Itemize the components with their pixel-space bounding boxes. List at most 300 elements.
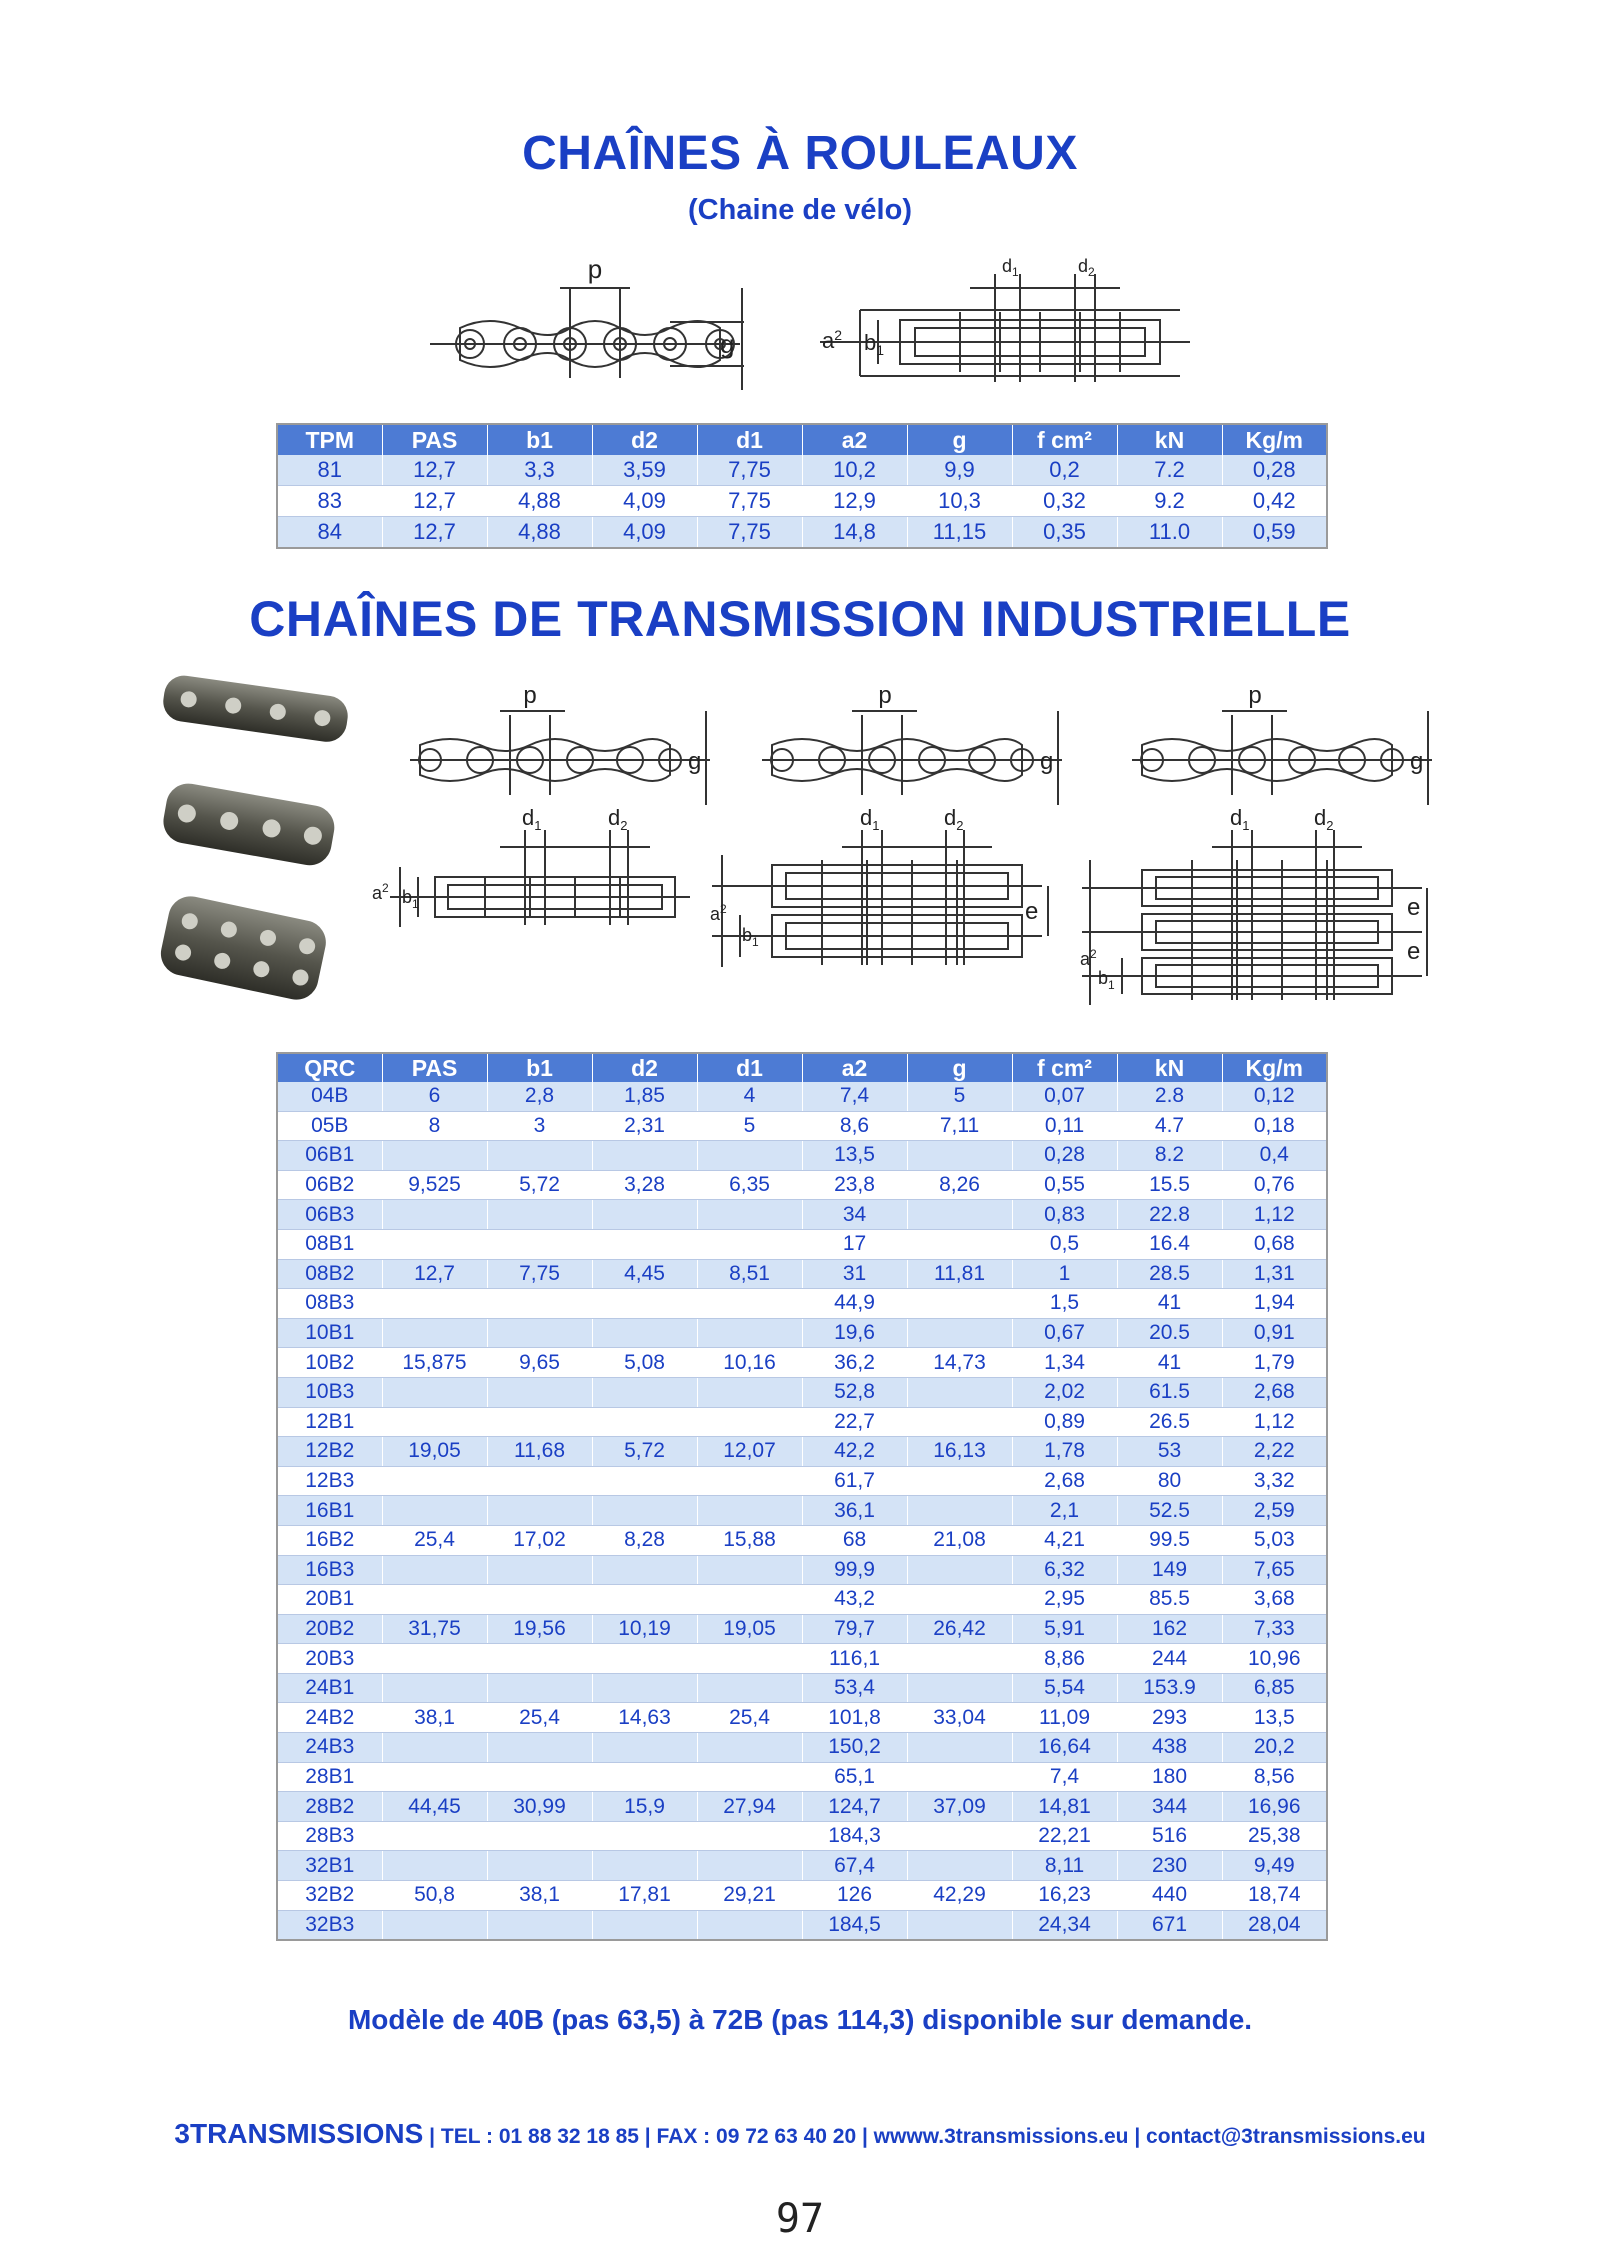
qrc-table-cell: 440	[1117, 1881, 1222, 1911]
tpm-table-cell: 4,09	[592, 486, 697, 517]
qrc-table-row	[277, 1821, 1327, 1851]
qrc-table-cell: 1,94	[1222, 1289, 1327, 1319]
qrc-table-cell	[697, 1407, 802, 1437]
qrc-table-row	[277, 1229, 1327, 1259]
b1-label: $b_1$	[402, 887, 419, 911]
qrc-table-cell: 13,5	[802, 1141, 907, 1171]
duplex-chain-diagram	[712, 675, 1072, 975]
qrc-table-cell: 28B1	[277, 1762, 382, 1792]
qrc-table-cell: 05B	[277, 1111, 382, 1141]
qrc-table-cell: 06B3	[277, 1200, 382, 1230]
tpm-header-cell: TPM	[277, 424, 382, 455]
tpm-table-cell: 14,8	[802, 517, 907, 549]
d1-label: $d_1$	[1230, 805, 1250, 833]
qrc-table-cell	[697, 1377, 802, 1407]
a2-label: $a^2$	[1080, 947, 1097, 969]
qrc-table-cell: 0,68	[1222, 1229, 1327, 1259]
e-label: e	[1407, 938, 1421, 965]
roller-chain-spec-table	[276, 423, 1328, 549]
qrc-table-cell: 14,81	[1012, 1792, 1117, 1822]
qrc-table-cell	[697, 1585, 802, 1615]
qrc-table-cell: 41	[1117, 1348, 1222, 1378]
qrc-table-cell: 4,45	[592, 1259, 697, 1289]
qrc-table-cell	[592, 1644, 697, 1674]
qrc-table-cell: 8,86	[1012, 1644, 1117, 1674]
qrc-table-cell: 15,875	[382, 1348, 487, 1378]
tpm-table-cell: 84	[277, 517, 382, 549]
qrc-table-cell: 99,9	[802, 1555, 907, 1585]
qrc-table-cell: 16,64	[1012, 1733, 1117, 1763]
qrc-table-cell: 10B2	[277, 1348, 382, 1378]
qrc-table-cell: 153.9	[1117, 1673, 1222, 1703]
qrc-table-cell: 4	[697, 1082, 802, 1111]
tpm-table-cell: 3,3	[487, 455, 592, 486]
qrc-table-cell: 1	[1012, 1259, 1117, 1289]
height-label: g	[1040, 748, 1054, 775]
tpm-table-cell: 12,7	[382, 517, 487, 549]
tpm-table-cell: 0,35	[1012, 517, 1117, 549]
qrc-table-cell: 10B3	[277, 1377, 382, 1407]
qrc-table-cell	[487, 1910, 592, 1940]
d2-label: $d_2$	[1078, 256, 1095, 279]
qrc-table-row	[277, 1644, 1327, 1674]
qrc-table-cell	[382, 1555, 487, 1585]
qrc-table-cell: 11,09	[1012, 1703, 1117, 1733]
qrc-table-cell: 344	[1117, 1792, 1222, 1822]
qrc-table-cell: 8,51	[697, 1259, 802, 1289]
qrc-table-cell: 18,74	[1222, 1881, 1327, 1911]
tpm-table-cell: 7,75	[697, 486, 802, 517]
qrc-table-row	[277, 1910, 1327, 1940]
qrc-header-cell: QRC	[277, 1053, 382, 1082]
tpm-header-cell: d2	[592, 424, 697, 455]
d1-label: $d_1$	[1002, 256, 1019, 279]
qrc-table-cell: 1,12	[1222, 1407, 1327, 1437]
qrc-table-cell: 27,94	[697, 1792, 802, 1822]
qrc-table-cell: 14,73	[907, 1348, 1012, 1378]
qrc-table-cell: 162	[1117, 1614, 1222, 1644]
qrc-table-cell: 0,67	[1012, 1318, 1117, 1348]
qrc-table-cell: 16B1	[277, 1496, 382, 1526]
qrc-table-cell: 8,11	[1012, 1851, 1117, 1881]
tpm-table-cell: 81	[277, 455, 382, 486]
qrc-table-cell: 22,21	[1012, 1821, 1117, 1851]
qrc-table-cell	[907, 1644, 1012, 1674]
qrc-table-cell: 184,3	[802, 1821, 907, 1851]
qrc-table-cell: 12,7	[382, 1259, 487, 1289]
qrc-table-cell: 8,6	[802, 1111, 907, 1141]
qrc-table-cell	[592, 1555, 697, 1585]
qrc-table-cell: 2,68	[1222, 1377, 1327, 1407]
qrc-table-cell	[907, 1821, 1012, 1851]
qrc-table-cell	[697, 1555, 802, 1585]
tpm-table-cell: 4,09	[592, 517, 697, 549]
section-title-industrial-chains: CHAÎNES DE TRANSMISSION INDUSTRIELLE	[249, 591, 1351, 647]
qrc-table-cell: 20B3	[277, 1644, 382, 1674]
tpm-header-cell: PAS	[382, 424, 487, 455]
qrc-table-cell	[697, 1910, 802, 1940]
d2-label: $d_2$	[1314, 805, 1334, 833]
qrc-table-cell: 36,1	[802, 1496, 907, 1526]
qrc-table-row	[277, 1082, 1327, 1111]
qrc-table-cell	[697, 1496, 802, 1526]
qrc-table-cell	[487, 1496, 592, 1526]
qrc-table-cell	[487, 1762, 592, 1792]
qrc-table-cell: 42,2	[802, 1437, 907, 1467]
qrc-header-cell: b1	[487, 1053, 592, 1082]
qrc-table-cell: 0,5	[1012, 1229, 1117, 1259]
qrc-table-row	[277, 1259, 1327, 1289]
qrc-table-row	[277, 1614, 1327, 1644]
qrc-table-cell	[592, 1318, 697, 1348]
qrc-table-cell	[592, 1673, 697, 1703]
qrc-table-row	[277, 1437, 1327, 1467]
tpm-table-cell: 7,75	[697, 455, 802, 486]
qrc-table-cell	[382, 1377, 487, 1407]
qrc-table-cell: 42,29	[907, 1881, 1012, 1911]
qrc-table-cell: 24B3	[277, 1733, 382, 1763]
tpm-table-cell: 3,59	[592, 455, 697, 486]
qrc-table-cell	[592, 1407, 697, 1437]
qrc-table-cell: 0,76	[1222, 1170, 1327, 1200]
qrc-table-cell: 1,34	[1012, 1348, 1117, 1378]
qrc-table-cell	[697, 1733, 802, 1763]
qrc-table-cell	[382, 1141, 487, 1171]
qrc-table-cell: 0,28	[1012, 1141, 1117, 1171]
qrc-table-cell	[592, 1733, 697, 1763]
qrc-table-row	[277, 1792, 1327, 1822]
qrc-table-cell	[487, 1585, 592, 1615]
tpm-table-cell: 9,9	[907, 455, 1012, 486]
qrc-table-cell: 2,1	[1012, 1496, 1117, 1526]
qrc-table-cell: 7,33	[1222, 1614, 1327, 1644]
qrc-table-cell: 44,45	[382, 1792, 487, 1822]
qrc-table-row	[277, 1585, 1327, 1615]
qrc-table-cell	[382, 1644, 487, 1674]
d1-label: $d_1$	[522, 805, 542, 833]
section-subtitle-bike-chain: (Chaine de vélo)	[688, 194, 912, 226]
qrc-table-cell: 9,49	[1222, 1851, 1327, 1881]
tpm-table-cell: 9.2	[1117, 486, 1222, 517]
qrc-table-cell: 3,68	[1222, 1585, 1327, 1615]
qrc-table-row	[277, 1733, 1327, 1763]
qrc-table-cell	[907, 1289, 1012, 1319]
qrc-table-row	[277, 1881, 1327, 1911]
qrc-table-cell	[697, 1466, 802, 1496]
qrc-table-cell: 1,5	[1012, 1289, 1117, 1319]
qrc-table-cell: 61,7	[802, 1466, 907, 1496]
qrc-table-cell	[382, 1318, 487, 1348]
qrc-table-cell: 10B1	[277, 1318, 382, 1348]
qrc-table-cell: 0,07	[1012, 1082, 1117, 1111]
tpm-table-row	[277, 486, 1327, 517]
qrc-table-cell	[697, 1644, 802, 1674]
qrc-table-cell	[487, 1555, 592, 1585]
qrc-table-cell: 53	[1117, 1437, 1222, 1467]
tpm-table-cell: 4,88	[487, 486, 592, 517]
b1-label: $b_1$	[1098, 968, 1115, 992]
qrc-table-cell: 6,35	[697, 1170, 802, 1200]
qrc-table-cell: 16B3	[277, 1555, 382, 1585]
qrc-table-cell: 22.8	[1117, 1200, 1222, 1230]
qrc-table-cell: 38,1	[382, 1703, 487, 1733]
qrc-table-row	[277, 1377, 1327, 1407]
qrc-table-cell: 9,525	[382, 1170, 487, 1200]
qrc-table-cell: 28B2	[277, 1792, 382, 1822]
qrc-table-cell	[382, 1496, 487, 1526]
qrc-table-cell: 65,1	[802, 1762, 907, 1792]
tpm-table-cell: 12,7	[382, 486, 487, 517]
chain-top-view-diagram	[820, 252, 1200, 392]
qrc-table-row	[277, 1348, 1327, 1378]
qrc-table-cell: 1,78	[1012, 1437, 1117, 1467]
qrc-table-cell: 126	[802, 1881, 907, 1911]
qrc-table-cell: 24B1	[277, 1673, 382, 1703]
qrc-table-cell: 1,12	[1222, 1200, 1327, 1230]
qrc-table-row	[277, 1141, 1327, 1171]
qrc-table-cell: 12B1	[277, 1407, 382, 1437]
page-number: 97	[775, 2196, 825, 2242]
qrc-header-cell: g	[907, 1053, 1012, 1082]
qrc-header-cell: d1	[697, 1053, 802, 1082]
qrc-table-cell: 7,75	[487, 1259, 592, 1289]
qrc-table-cell: 13,5	[1222, 1703, 1327, 1733]
qrc-table-cell: 2,02	[1012, 1377, 1117, 1407]
qrc-table-cell: 0,11	[1012, 1111, 1117, 1141]
qrc-table-cell	[382, 1229, 487, 1259]
qrc-table-cell	[907, 1851, 1012, 1881]
qrc-table-cell: 25,4	[697, 1703, 802, 1733]
qrc-table-cell	[907, 1673, 1012, 1703]
qrc-table-cell: 17	[802, 1229, 907, 1259]
height-label: g	[688, 748, 702, 775]
qrc-table-cell	[592, 1821, 697, 1851]
qrc-table-cell: 16,23	[1012, 1881, 1117, 1911]
qrc-table-cell: 24,34	[1012, 1910, 1117, 1940]
qrc-table-cell	[697, 1673, 802, 1703]
qrc-table-cell	[487, 1851, 592, 1881]
qrc-table-cell	[592, 1377, 697, 1407]
qrc-table-cell: 516	[1117, 1821, 1222, 1851]
qrc-table-cell: 28.5	[1117, 1259, 1222, 1289]
qrc-table-row	[277, 1289, 1327, 1319]
qrc-table-cell	[487, 1229, 592, 1259]
qrc-table-cell: 20B2	[277, 1614, 382, 1644]
qrc-table-cell: 2,22	[1222, 1437, 1327, 1467]
qrc-table-cell: 06B2	[277, 1170, 382, 1200]
qrc-table-cell	[487, 1673, 592, 1703]
tpm-table-cell: 12,9	[802, 486, 907, 517]
pitch-label: p	[878, 682, 892, 709]
qrc-table-cell: 2,95	[1012, 1585, 1117, 1615]
qrc-table-cell: 0,18	[1222, 1111, 1327, 1141]
qrc-table-cell: 52.5	[1117, 1496, 1222, 1526]
a2-label: $a^2$	[372, 881, 389, 903]
qrc-table-cell: 5,54	[1012, 1673, 1117, 1703]
qrc-table-cell: 3,28	[592, 1170, 697, 1200]
qrc-table-cell: 08B3	[277, 1289, 382, 1319]
qrc-table-cell	[592, 1910, 697, 1940]
qrc-table-cell: 0,55	[1012, 1170, 1117, 1200]
qrc-table-cell: 11,81	[907, 1259, 1012, 1289]
section-title-roller-chains: CHAÎNES À ROULEAUX	[522, 127, 1078, 180]
qrc-table-cell	[382, 1585, 487, 1615]
qrc-table-cell: 3	[487, 1111, 592, 1141]
qrc-header-cell: kN	[1117, 1053, 1222, 1082]
qrc-table-cell	[697, 1229, 802, 1259]
qrc-table-cell	[592, 1466, 697, 1496]
qrc-header-cell: a2	[802, 1053, 907, 1082]
qrc-table-cell: 2,68	[1012, 1466, 1117, 1496]
qrc-table-cell	[697, 1851, 802, 1881]
qrc-table-cell: 79,7	[802, 1614, 907, 1644]
d1-label: $d_1$	[860, 805, 880, 833]
b1-label: $b_1$	[864, 330, 885, 358]
qrc-table-cell: 10,16	[697, 1348, 802, 1378]
qrc-table-cell	[382, 1910, 487, 1940]
tpm-header-cell: a2	[802, 424, 907, 455]
qrc-table-cell: 5	[697, 1111, 802, 1141]
qrc-table-cell	[487, 1377, 592, 1407]
qrc-table-cell: 1,85	[592, 1082, 697, 1111]
qrc-header-cell: Kg/m	[1222, 1053, 1327, 1082]
qrc-table-cell	[382, 1200, 487, 1230]
qrc-table-cell: 2,31	[592, 1111, 697, 1141]
qrc-table-cell: 26,42	[907, 1614, 1012, 1644]
qrc-table-row	[277, 1318, 1327, 1348]
qrc-table-cell	[592, 1496, 697, 1526]
qrc-table-cell	[592, 1762, 697, 1792]
qrc-table-cell: 32B1	[277, 1851, 382, 1881]
qrc-table-cell: 124,7	[802, 1792, 907, 1822]
qrc-table-cell: 23,8	[802, 1170, 907, 1200]
d2-label: $d_2$	[608, 805, 628, 833]
qrc-table-cell	[907, 1200, 1012, 1230]
qrc-table-cell: 30,99	[487, 1792, 592, 1822]
simplex-chain-diagram	[370, 675, 720, 975]
qrc-table-cell: 24B2	[277, 1703, 382, 1733]
qrc-table-cell: 33,04	[907, 1703, 1012, 1733]
footer-info: | TEL : 01 88 32 18 85 | FAX : 09 72 63 40 20 | wwww.3transmissions.eu | contact@3transmissions.eu	[423, 2125, 1426, 2148]
qrc-table-cell: 0,4	[1222, 1141, 1327, 1171]
qrc-table-cell	[382, 1673, 487, 1703]
qrc-table-cell: 116,1	[802, 1644, 907, 1674]
qrc-table-cell	[487, 1289, 592, 1319]
qrc-table-row	[277, 1111, 1327, 1141]
qrc-table-cell: 6,85	[1222, 1673, 1327, 1703]
qrc-table-cell: 10,96	[1222, 1644, 1327, 1674]
qrc-table-cell	[907, 1555, 1012, 1585]
qrc-table-cell: 25,4	[382, 1525, 487, 1555]
qrc-table-cell	[907, 1141, 1012, 1171]
qrc-table-cell: 29,21	[697, 1881, 802, 1911]
tpm-header-cell: f cm²	[1012, 424, 1117, 455]
triplex-chain-diagram	[1082, 675, 1452, 1015]
qrc-table-cell	[697, 1200, 802, 1230]
qrc-table-cell: 5,03	[1222, 1525, 1327, 1555]
qrc-table-cell: 61.5	[1117, 1377, 1222, 1407]
qrc-table-cell	[907, 1377, 1012, 1407]
qrc-table-cell: 08B2	[277, 1259, 382, 1289]
qrc-table-cell	[487, 1141, 592, 1171]
qrc-table-cell	[907, 1229, 1012, 1259]
qrc-table-cell: 244	[1117, 1644, 1222, 1674]
qrc-table-cell: 19,56	[487, 1614, 592, 1644]
qrc-table-cell: 8.2	[1117, 1141, 1222, 1171]
qrc-table-cell: 17,81	[592, 1881, 697, 1911]
qrc-table-row	[277, 1466, 1327, 1496]
tpm-table-row	[277, 455, 1327, 486]
qrc-table-cell: 3,32	[1222, 1466, 1327, 1496]
qrc-table-cell: 20,2	[1222, 1733, 1327, 1763]
tpm-header-cell: b1	[487, 424, 592, 455]
qrc-table-cell: 2,8	[487, 1082, 592, 1111]
qrc-table-cell: 20.5	[1117, 1318, 1222, 1348]
qrc-table-cell	[907, 1762, 1012, 1792]
qrc-table-cell	[907, 1585, 1012, 1615]
qrc-table-cell	[487, 1733, 592, 1763]
qrc-table-cell: 36,2	[802, 1348, 907, 1378]
tpm-table-row	[277, 517, 1327, 549]
qrc-table-cell	[907, 1466, 1012, 1496]
qrc-table-cell	[592, 1229, 697, 1259]
tpm-table-cell: 0,59	[1222, 517, 1327, 549]
qrc-table-cell: 671	[1117, 1910, 1222, 1940]
tpm-table-cell: 83	[277, 486, 382, 517]
qrc-table-cell: 06B1	[277, 1141, 382, 1171]
tpm-table-cell: 11.0	[1117, 517, 1222, 549]
a2-label: $a^2$	[710, 902, 727, 924]
qrc-table-cell	[382, 1289, 487, 1319]
qrc-table-cell: 12,07	[697, 1437, 802, 1467]
qrc-table-cell	[382, 1851, 487, 1881]
qrc-table-cell	[382, 1407, 487, 1437]
qrc-table-cell	[592, 1289, 697, 1319]
qrc-table-cell	[487, 1407, 592, 1437]
qrc-table-cell	[592, 1851, 697, 1881]
qrc-table-cell: 16,13	[907, 1437, 1012, 1467]
qrc-table-cell: 0,83	[1012, 1200, 1117, 1230]
a2-label: $a^2$	[822, 327, 843, 353]
tpm-table-cell: 0,42	[1222, 486, 1327, 517]
qrc-table-cell	[697, 1289, 802, 1319]
qrc-table-cell: 10,19	[592, 1614, 697, 1644]
qrc-table-cell: 22,7	[802, 1407, 907, 1437]
qrc-table-row	[277, 1703, 1327, 1733]
qrc-table-cell	[697, 1821, 802, 1851]
tpm-table-cell: 0,28	[1222, 455, 1327, 486]
qrc-table-cell: 31	[802, 1259, 907, 1289]
qrc-table-cell: 16,96	[1222, 1792, 1327, 1822]
e-label: e	[1025, 898, 1039, 925]
qrc-table-cell: 184,5	[802, 1910, 907, 1940]
qrc-table-cell: 7,65	[1222, 1555, 1327, 1585]
qrc-table-cell: 26.5	[1117, 1407, 1222, 1437]
availability-note: Modèle de 40B (pas 63,5) à 72B (pas 114,3) disponible sur demande.	[347, 2004, 1253, 2035]
qrc-table-cell: 38,1	[487, 1881, 592, 1911]
qrc-table-cell: 32B3	[277, 1910, 382, 1940]
qrc-table-cell	[487, 1200, 592, 1230]
qrc-table-cell	[697, 1762, 802, 1792]
tpm-header-cell: d1	[697, 424, 802, 455]
qrc-table-row	[277, 1673, 1327, 1703]
qrc-table-cell: 1,79	[1222, 1348, 1327, 1378]
qrc-table-cell	[907, 1318, 1012, 1348]
qrc-table-cell: 52,8	[802, 1377, 907, 1407]
qrc-table-cell	[592, 1141, 697, 1171]
d2-label: $d_2$	[944, 805, 964, 833]
qrc-table-cell: 230	[1117, 1851, 1222, 1881]
